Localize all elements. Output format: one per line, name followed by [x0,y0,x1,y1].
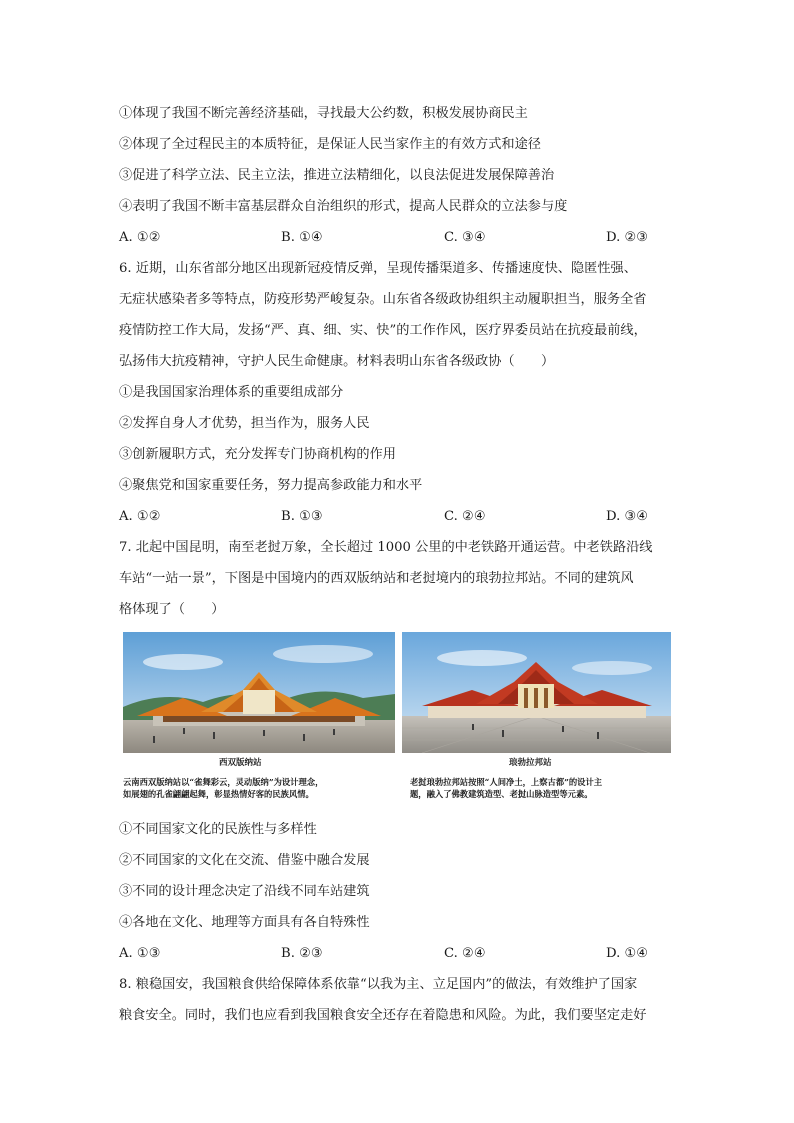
q6-option-d[interactable]: D. ③④ [606,509,649,524]
q5-options [119,228,679,248]
q5-item-2: ②体现了全过程民主的本质特征，是保证人民当家作主的有效方式和途径 [119,137,541,152]
q7-item-3: ③不同的设计理念决定了沿线不同车站建筑 [119,884,370,899]
luang-prabang-caption: 琅勃拉邦站 [509,758,552,768]
q7-option-c[interactable]: C. ②④ [444,946,486,961]
q6-item-4: ④聚焦党和国家重要任务，努力提高参政能力和水平 [119,478,423,493]
q5-option-c[interactable]: C. ③④ [444,230,486,245]
q7-option-d[interactable]: D. ①④ [606,946,649,961]
q7-option-b[interactable]: B. ②③ [281,946,323,961]
q6-item-2: ②发挥自身人才优势，担当作为，服务人民 [119,416,370,431]
q6-option-a[interactable]: A. ①② [119,509,161,524]
q7-item-4: ④各地在文化、地理等方面具有各自特殊性 [119,915,370,930]
q5-option-d[interactable]: D. ②③ [606,230,649,245]
xishuangbanna-description [123,776,323,800]
q5-item-4: ④表明了我国不断丰富基层群众自治组织的形式，提高人民群众的立法参与度 [119,199,568,214]
q7-options [119,944,679,964]
luang-prabang-description [410,776,602,800]
q8-stem-line-1: 8. 粮稳国安，我国粮食供给保障体系依靠“以我为主、立足国内”的做法，有效维护了国家 [119,977,638,992]
luang-prabang-description-line: 题，融入了佛教建筑造型、老挝山脉造型等元素。 [410,789,593,799]
xishuangbanna-station-photo [123,632,395,753]
q7-item-1: ①不同国家文化的民族性与多样性 [119,822,317,837]
luang-prabang-description-line: 老挝琅勃拉邦站按照“人间净土，上察古都”的设计主 [410,777,603,787]
luang-prabang-station-photo [402,632,671,753]
q6-stem-line-3: 疫情防控工作大局，发扬“严、真、细、实、快”的工作作风，医疗界委员站在抗疫最前线， [119,323,647,338]
q7-item-2: ②不同国家的文化在交流、借鉴中融合发展 [119,853,370,868]
q5-item-3: ③促进了科学立法、民主立法，推进立法精细化，以良法促进发展保障善治 [119,168,555,183]
q7-option-a[interactable]: A. ①③ [119,946,161,961]
xishuangbanna-description-line: 如展翅的孔雀翩翩起舞，彰显热情好客的民族风情。 [123,789,314,799]
q5-option-b[interactable]: B. ①④ [281,230,323,245]
q5-item-1: ①体现了我国不断完善经济基础，寻找最大公约数，积极发展协商民主 [119,106,528,121]
q6-option-b[interactable]: B. ①③ [281,509,323,524]
q6-stem-line-4: 弘扬伟大抗疫精神，守护人民生命健康。材料表明山东省各级政协（ ） [119,354,555,369]
q6-item-1: ①是我国国家治理体系的重要组成部分 [119,385,344,400]
q6-item-3: ③创新履职方式，充分发挥专门协商机构的作用 [119,447,396,462]
q7-stem-line-1: 7. 北起中国昆明，南至老挝万象，全长超过 1000 公里的中老铁路开通运营。中老铁路沿线 [119,540,653,555]
station-figure [119,632,671,804]
q7-stem-line-2: 车站“一站一景”，下图是中国境内的西双版纳站和老挝境内的琅勃拉邦站。不同的建筑风 [119,571,634,586]
q6-option-c[interactable]: C. ②④ [444,509,486,524]
q6-options [119,507,679,527]
q7-stem-line-3: 格体现了（ ） [119,602,225,617]
xishuangbanna-description-line: 云南西双版纳站以“雀舞彩云，灵动版纳”为设计理念， [123,777,324,787]
q5-option-a[interactable]: A. ①② [119,230,161,245]
xishuangbanna-caption: 西双版纳站 [219,758,262,768]
q6-stem-line-2: 无症状感染者多等特点，防疫形势严峻复杂。山东省各级政协组织主动履职担当，服务全省 [119,292,647,307]
q8-stem-line-2: 粮食安全。同时，我们也应看到我国粮食安全还存在着隐患和风险。为此，我们要坚定走好 [119,1008,647,1023]
q6-stem-line-1: 6. 近期，山东省部分地区出现新冠疫情反弹，呈现传播渠道多、传播速度快、隐匿性强、 [119,261,637,276]
